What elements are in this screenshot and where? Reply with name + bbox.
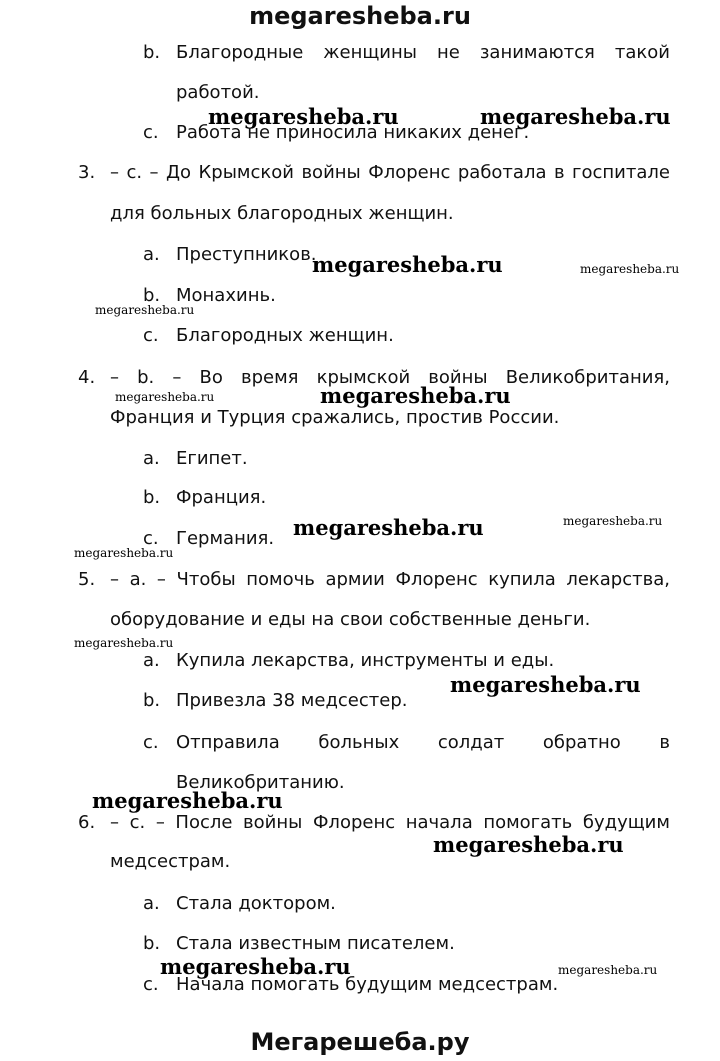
- word: Крымской: [198, 162, 294, 183]
- watermark: megaresheba.ru: [95, 303, 195, 317]
- page-footer: Мегарешеба.ру: [250, 1028, 470, 1056]
- question-text: [110, 569, 670, 591]
- watermark: megaresheba.ru: [480, 104, 671, 129]
- option-text-cont: Великобританию.: [176, 772, 345, 793]
- word: –: [172, 367, 182, 388]
- option-text: [176, 42, 670, 64]
- word: c.: [126, 162, 143, 183]
- option-text: [176, 732, 670, 754]
- word: –: [110, 367, 119, 388]
- page-header: megaresheba.ru: [249, 2, 471, 30]
- word: Флоренс: [312, 812, 396, 833]
- watermark: megaresheba.ru: [115, 390, 215, 404]
- word: такой: [614, 42, 670, 63]
- watermark: megaresheba.ru: [74, 636, 174, 650]
- word: купила: [488, 569, 556, 590]
- option-text: Благородных женщин.: [176, 325, 394, 346]
- word: войны: [428, 367, 488, 388]
- question-text: [110, 812, 670, 834]
- question-text-cont: оборудование и еды на свои собственные деньги.: [110, 609, 591, 630]
- word: занимаются: [479, 42, 595, 63]
- option-label: c.: [143, 528, 159, 549]
- watermark: megaresheba.ru: [160, 954, 351, 979]
- option-text: Стала известным писателем.: [176, 933, 455, 954]
- option-label: c.: [143, 974, 159, 995]
- watermark: megaresheba.ru: [74, 546, 174, 560]
- word: b.: [137, 367, 155, 388]
- option-text: Работа не приносила никаких денег.: [176, 122, 530, 143]
- watermark: megaresheba.ru: [563, 514, 663, 528]
- word: a.: [129, 569, 147, 590]
- question-number: 5.: [78, 569, 96, 590]
- option-text: Привезла 38 медсестер.: [176, 690, 408, 711]
- watermark: megaresheba.ru: [450, 672, 641, 697]
- word: лекарства,: [566, 569, 670, 590]
- word: –: [110, 812, 119, 833]
- option-label: b.: [143, 285, 161, 306]
- question-text-cont: Франция и Турция сражались, простив России.: [110, 407, 560, 428]
- option-label: c.: [143, 122, 159, 143]
- option-label: c.: [143, 732, 159, 753]
- watermark: megaresheba.ru: [92, 788, 283, 813]
- word: больных: [318, 732, 400, 753]
- word: войны: [243, 812, 303, 833]
- word: в: [553, 162, 565, 183]
- watermark: megaresheba.ru: [208, 104, 399, 129]
- question-number: 6.: [78, 812, 96, 833]
- question-text-cont: медсестрам.: [110, 851, 231, 872]
- word: Благородные: [176, 42, 304, 63]
- word: c.: [129, 812, 146, 833]
- word: –: [155, 812, 165, 833]
- word: –: [156, 569, 166, 590]
- option-label: a.: [143, 448, 160, 469]
- option-label: c.: [143, 325, 159, 346]
- word: начала: [405, 812, 473, 833]
- word: Флоренс: [395, 569, 478, 590]
- question-number: 4.: [78, 367, 96, 388]
- question-text: [110, 162, 670, 184]
- word: –: [110, 569, 119, 590]
- word: работала: [457, 162, 547, 183]
- watermark: megaresheba.ru: [580, 262, 680, 276]
- option-text: Египет.: [176, 448, 248, 469]
- word: Флоренс: [368, 162, 451, 183]
- word: госпитале: [572, 162, 670, 183]
- word: женщины: [323, 42, 417, 63]
- word: будущим: [582, 812, 670, 833]
- word: После: [175, 812, 233, 833]
- watermark: megaresheba.ru: [312, 252, 503, 277]
- word: обратно: [542, 732, 621, 753]
- option-label: a.: [143, 244, 160, 265]
- option-text: Стала доктором.: [176, 893, 336, 914]
- option-text: Преступников.: [176, 244, 317, 265]
- word: время: [240, 367, 299, 388]
- word: До: [165, 162, 192, 183]
- option-text: Купила лекарства, инструменты и еды.: [176, 650, 555, 671]
- word: помочь: [246, 569, 315, 590]
- word: крымской: [316, 367, 411, 388]
- word: Во: [199, 367, 223, 388]
- word: Чтобы: [176, 569, 236, 590]
- word: армии: [325, 569, 385, 590]
- option-text: Франция.: [176, 487, 267, 508]
- option-text: Германия.: [176, 528, 275, 549]
- option-text: Монахинь.: [176, 285, 276, 306]
- option-text-cont: работой.: [176, 82, 260, 103]
- word: войны: [301, 162, 361, 183]
- word: в: [659, 732, 670, 753]
- word: –: [110, 162, 119, 183]
- word: Великобритания,: [505, 367, 670, 388]
- option-label: b.: [143, 42, 161, 63]
- word: Отправила: [176, 732, 280, 753]
- option-label: a.: [143, 650, 160, 671]
- word: помогать: [483, 812, 573, 833]
- option-label: b.: [143, 487, 161, 508]
- watermark: megaresheba.ru: [433, 832, 624, 857]
- question-number: 3.: [78, 162, 96, 183]
- option-text: Начала помогать будущим медсестрам.: [176, 974, 559, 995]
- option-label: a.: [143, 893, 160, 914]
- question-text-cont: для больных благородных женщин.: [110, 203, 454, 224]
- word: солдат: [437, 732, 505, 753]
- watermark: megaresheba.ru: [558, 963, 658, 977]
- option-label: b.: [143, 933, 161, 954]
- option-label: b.: [143, 690, 161, 711]
- watermark: megaresheba.ru: [293, 515, 484, 540]
- word: –: [149, 162, 159, 183]
- word: не: [437, 42, 460, 63]
- watermark: megaresheba.ru: [320, 383, 511, 408]
